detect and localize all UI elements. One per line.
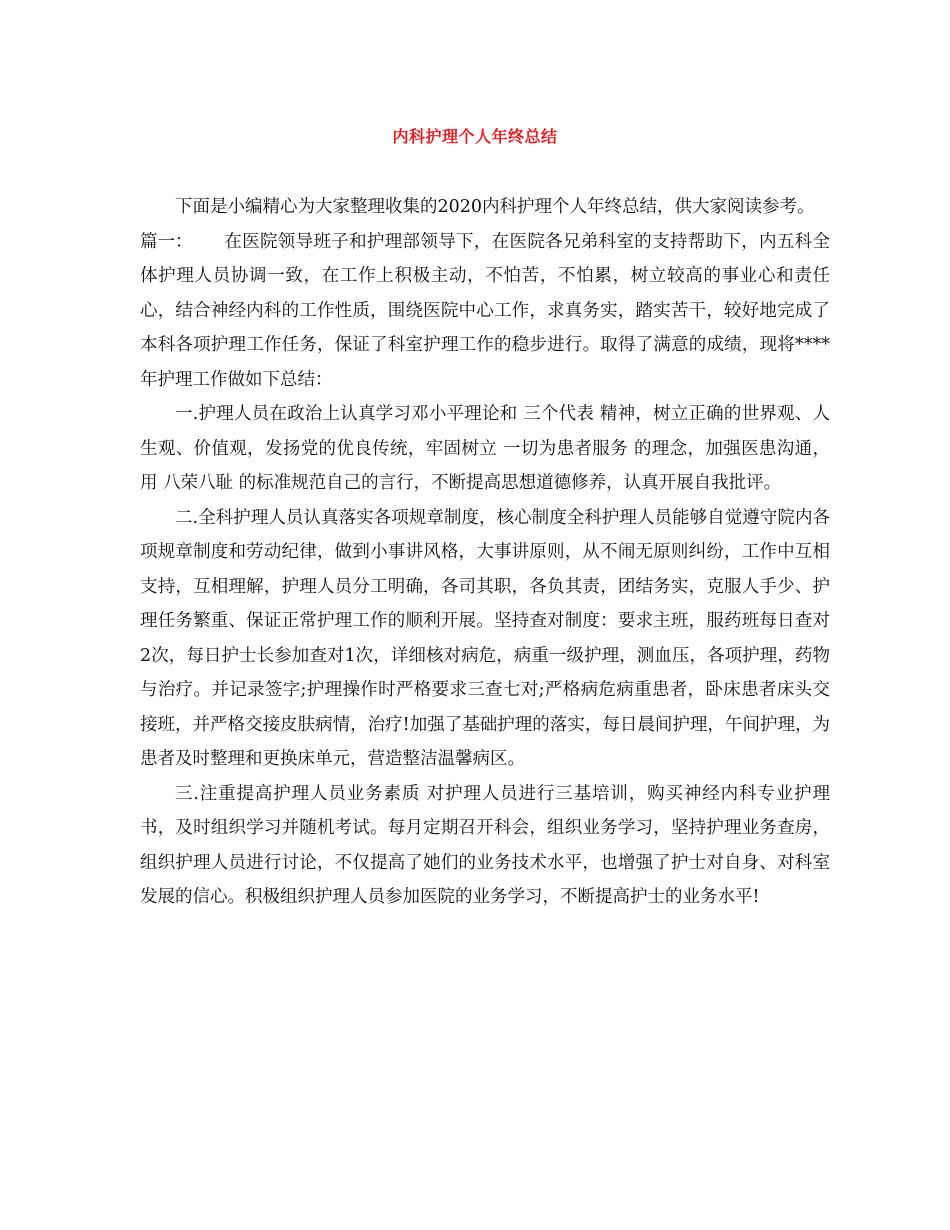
document-title: 内科护理个人年终总结 xyxy=(392,127,558,146)
section-one-paragraph xyxy=(140,225,830,398)
section-one-text: 在医院领导班子和护理部领导下，在医院各兄弟科室的支持帮助下，内五科全体护理人员协调一致，在工作上积极主动，不怕苦，不怕累，树立较高的事业心和责任心，结合神经内科的工作性质，围绕医院中心工作，求真务实，踏实苦干，较好地完成了本科各项护理工作任务，保证了科室护理工作的稳步进行。取得了满意的成绩，现将****年护理工作做如下总结： xyxy=(140,231,830,390)
paragraph-one: 一.护理人员在政治上认真学习邓小平理论和 三个代表 精神，树立正确的世界观、人生观、价值观，发扬党的优良传统，牢固树立 一切为患者服务 的理念，加强医患沟通，用 八荣八耻 的标准规范自己的言行，不断提高思想道德修养，认真开展自我批评。 xyxy=(140,404,830,493)
paragraph-three: 三.注重提高护理人员业务素质 对护理人员进行三基培训，购买神经内科专业护理书，及时组织学习并随机考试。每月定期召开科会，组织业务学习，坚持护理业务查房，组织护理人员进行讨论，不仅提高了她们的业务技术水平，也增强了护士对自身、对科室发展的信心。积极组织护理人员参加医院的业务学习，不断提高护士的业务水平! xyxy=(140,783,830,907)
intro-paragraph: 下面是小编精心为大家整理收集的2020内科护理个人年终总结，供大家阅读参考。 xyxy=(175,197,815,217)
document-body xyxy=(140,190,830,915)
paragraph-two: 二.全科护理人员认真落实各项规章制度，核心制度全科护理人员能够自觉遵守院内各项规章制度和劳动纪律，做到小事讲风格，大事讲原则，从不闹无原则纠纷，工作中互相支持，互相理解，护理人员分工明确，各司其职，各负其责，团结务实，克服人手少、护理任务繁重、保证正常护理工作的顺利开展。坚持查对制度：要求主班，服药班每日查对2次，每日护士长参加查对1次，详细核对病危，病重一级护理，测血压，各项护理，药物与治疗。并记录签字;护理操作时严格要求三查七对;严格病危病重患者，卧床患者床头交接班，并严格交接皮肤病情，治疗!加强了基础护理的落实，每日晨间护理，午间护理，为患者及时整理和更换床单元，营造整洁温馨病区。 xyxy=(140,507,830,769)
section-label: 篇一： xyxy=(140,231,193,252)
